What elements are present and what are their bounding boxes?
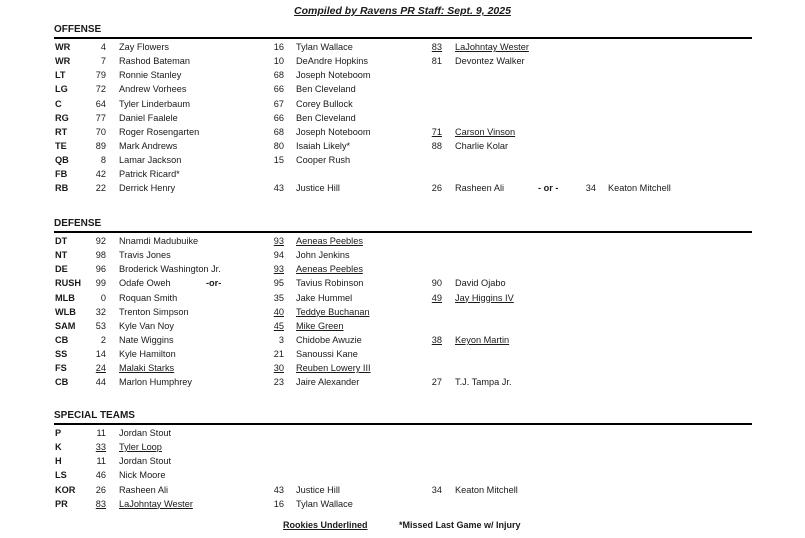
player-name: T.J. Tampa Jr. (455, 377, 512, 388)
position-label: FB (55, 169, 68, 180)
player-name: Kyle Van Noy (119, 320, 174, 331)
depth-chart-row (54, 111, 752, 125)
player-name: Roger Rosengarten (119, 126, 200, 137)
jersey-number: 43 (273, 484, 284, 495)
player-name: Odafe Oweh (119, 278, 171, 289)
depth-chart-row (54, 40, 752, 54)
jersey-number: 4 (100, 42, 106, 52)
position-label: RUSH (55, 278, 82, 289)
player-name: Tyler Linderbaum (119, 98, 190, 109)
depth-chart-row (54, 153, 752, 167)
jersey-number: 24 (95, 363, 106, 374)
position-label: SAM (55, 320, 76, 331)
depth-chart-row (54, 333, 752, 347)
jersey-number: 11 (96, 456, 106, 467)
player-name: Reuben Lowery III (296, 363, 371, 374)
position-label: TE (55, 140, 67, 151)
jersey-number: 34 (431, 484, 442, 495)
depth-chart-row (54, 54, 752, 68)
jersey-number: 15 (273, 155, 284, 166)
player-name: Patrick Ricard* (119, 169, 180, 180)
player-name: Mike Green (296, 320, 344, 331)
player-name: Broderick Washington Jr. (119, 264, 221, 275)
player-name: Nick Moore (119, 470, 166, 481)
player-name: Justice Hill (296, 183, 340, 194)
player-name: Lamar Jackson (119, 155, 182, 166)
jersey-number: 7 (100, 56, 106, 67)
player-name: Keaton Mitchell (608, 183, 671, 194)
jersey-number: 23 (273, 377, 284, 388)
jersey-number: 77 (95, 112, 106, 123)
jersey-number: 53 (95, 320, 106, 331)
position-label: LS (55, 470, 67, 481)
position-label: KOR (55, 484, 76, 495)
player-name: Roquan Smith (119, 292, 178, 303)
jersey-number: 34 (585, 183, 596, 194)
position-label: LG (55, 84, 68, 95)
player-name: Jay Higgins IV (455, 292, 514, 303)
position-label: RG (55, 112, 69, 123)
player-name: Jaire Alexander (296, 377, 360, 388)
player-name: Marlon Humphrey (119, 377, 193, 388)
player-name: Jordan Stout (119, 428, 172, 438)
jersey-number: 80 (273, 140, 284, 151)
jersey-number: 16 (273, 42, 284, 52)
jersey-number: 46 (95, 470, 106, 481)
player-name: Derrick Henry (119, 183, 176, 194)
player-name: Ben Cleveland (296, 84, 356, 95)
position-label: WLB (55, 306, 76, 317)
player-name: Joseph Noteboom (296, 126, 371, 137)
jersey-number: 96 (95, 264, 106, 275)
jersey-number: 11 (96, 428, 106, 438)
section-heading-special-teams: SPECIAL TEAMS (54, 410, 752, 425)
position-label: H (55, 456, 62, 467)
position-label: SS (55, 349, 68, 360)
position-label: NT (55, 250, 68, 261)
position-label: LT (55, 70, 66, 81)
player-name: Rasheen Ali (119, 484, 169, 495)
jersey-number: 70 (95, 126, 106, 137)
depth-chart-row (54, 97, 752, 111)
jersey-number: 27 (431, 377, 442, 388)
depth-chart-row (54, 68, 752, 82)
player-name: Aeneas Peebles (296, 236, 363, 246)
jersey-number: 38 (431, 334, 442, 345)
depth-chart-row (54, 426, 752, 440)
player-name: Kyle Hamilton (119, 349, 176, 360)
depth-chart-row (54, 181, 752, 195)
defense-section (54, 218, 752, 390)
player-name: LaJohntay Wester (455, 42, 529, 52)
position-label: RT (55, 126, 68, 137)
player-name: Mark Andrews (119, 140, 178, 151)
jersey-number: 26 (95, 484, 106, 495)
jersey-number: 33 (95, 442, 106, 453)
jersey-number: 98 (95, 250, 106, 261)
player-name: Tyler Loop (119, 442, 162, 453)
jersey-number: 44 (95, 377, 106, 388)
or-separator: - or - (538, 183, 559, 194)
player-name: Malaki Starks (119, 363, 175, 374)
depth-chart-row (54, 234, 752, 248)
position-label: QB (55, 155, 69, 166)
depth-chart-row (54, 248, 752, 262)
jersey-number: 79 (95, 70, 106, 81)
position-label: P (55, 428, 62, 438)
depth-chart-row (54, 305, 752, 319)
position-label: DT (55, 236, 68, 246)
jersey-number: 99 (95, 278, 106, 289)
jersey-number: 16 (273, 498, 284, 509)
jersey-number: 0 (100, 292, 106, 303)
jersey-number: 42 (95, 169, 106, 180)
jersey-number: 72 (95, 84, 106, 95)
jersey-number: 66 (273, 112, 284, 123)
depth-chart-row (54, 468, 752, 482)
jersey-number: 90 (431, 278, 442, 289)
position-label: MLB (55, 292, 75, 303)
position-label: CB (55, 334, 69, 345)
jersey-number: 14 (95, 349, 106, 360)
jersey-number: 88 (431, 140, 442, 151)
depth-chart-row (54, 347, 752, 361)
player-name: Zay Flowers (119, 42, 170, 52)
position-label: K (55, 442, 62, 453)
player-name: Ben Cleveland (296, 112, 356, 123)
player-name: DeAndre Hopkins (296, 56, 369, 67)
rookies-legend: Rookies Underlined (283, 520, 368, 530)
player-name: Cooper Rush (296, 155, 351, 166)
document-title: Compiled by Ravens PR Staff: Sept. 9, 2025 (294, 5, 511, 17)
jersey-number: 93 (273, 264, 284, 275)
jersey-number: 35 (273, 292, 284, 303)
jersey-number: 92 (95, 236, 106, 246)
jersey-number: 89 (95, 140, 106, 151)
jersey-number: 64 (95, 98, 106, 109)
jersey-number: 30 (273, 363, 284, 374)
player-name: Teddye Buchanan (296, 306, 370, 317)
player-name: Joseph Noteboom (296, 70, 371, 81)
player-name: Corey Bullock (296, 98, 353, 109)
special-teams-section (54, 410, 752, 511)
jersey-number: 49 (431, 292, 442, 303)
player-name: Jake Hummel (296, 292, 353, 303)
player-name: Rashod Bateman (119, 56, 190, 67)
jersey-number: 10 (273, 56, 284, 67)
depth-chart-row (54, 454, 752, 468)
player-name: Chidobe Awuzie (296, 334, 362, 345)
jersey-number: 21 (273, 349, 284, 360)
player-name: David Ojabo (455, 278, 506, 289)
player-name: John Jenkins (296, 250, 350, 261)
jersey-number: 43 (273, 183, 284, 194)
depth-chart-row (54, 167, 752, 181)
position-label: C (55, 98, 62, 109)
depth-chart-row (54, 319, 752, 333)
jersey-number: 68 (273, 70, 284, 81)
jersey-number: 22 (95, 183, 106, 194)
player-name: Tylan Wallace (296, 498, 353, 509)
position-label: PR (55, 498, 68, 509)
position-label: WR (55, 42, 71, 52)
depth-chart-row (54, 361, 752, 375)
player-name: Tavius Robinson (296, 278, 364, 289)
jersey-number: 32 (95, 306, 106, 317)
jersey-number: 71 (431, 126, 442, 137)
player-name: Sanoussi Kane (296, 349, 358, 360)
jersey-number: 8 (100, 155, 106, 166)
jersey-number: 68 (273, 126, 284, 137)
depth-chart-row (54, 291, 752, 305)
section-heading-offense: OFFENSE (54, 24, 752, 39)
position-label: DE (55, 264, 68, 275)
player-name: Nate Wiggins (119, 334, 174, 345)
player-name: Travis Jones (119, 250, 171, 261)
player-name: Devontez Walker (455, 56, 525, 67)
player-name: Isaiah Likely* (296, 140, 351, 151)
player-name: Justice Hill (296, 484, 340, 495)
depth-chart-row (54, 483, 752, 497)
player-name: Andrew Vorhees (119, 84, 187, 95)
jersey-number: 66 (273, 84, 284, 95)
player-name: Rasheen Ali (455, 183, 505, 194)
jersey-number: 45 (273, 320, 284, 331)
depth-chart-row (54, 276, 752, 290)
player-name: Keyon Martin (455, 334, 510, 345)
jersey-number: 26 (431, 183, 442, 194)
jersey-number: 95 (273, 278, 284, 289)
jersey-number: 2 (100, 334, 106, 345)
position-label: WR (55, 56, 71, 67)
position-label: RB (55, 183, 69, 194)
player-name: Nnamdi Madubuike (119, 236, 199, 246)
player-name: Tylan Wallace (296, 42, 353, 52)
player-name: Ronnie Stanley (119, 70, 182, 81)
position-label: FS (55, 363, 67, 374)
player-name: Daniel Faalele (119, 112, 178, 123)
depth-chart-row (54, 497, 752, 511)
injury-legend: *Missed Last Game w/ Injury (399, 520, 521, 530)
depth-chart-row (54, 139, 752, 153)
depth-chart-row (54, 262, 752, 276)
player-name: Trenton Simpson (119, 306, 189, 317)
position-label: CB (55, 377, 69, 388)
jersey-number: 81 (431, 56, 442, 67)
jersey-number: 67 (273, 98, 284, 109)
jersey-number: 83 (431, 42, 442, 52)
jersey-number: 3 (278, 334, 284, 345)
player-name: LaJohntay Wester (119, 498, 193, 509)
player-name: Carson Vinson (455, 126, 516, 137)
depth-chart-row (54, 375, 752, 389)
player-name: Jordan Stout (119, 456, 172, 467)
offense-section (54, 24, 752, 196)
or-separator: -or- (206, 278, 222, 289)
player-name: Aeneas Peebles (296, 264, 363, 275)
depth-chart-row (54, 440, 752, 454)
jersey-number: 83 (95, 498, 106, 509)
depth-chart-row (54, 82, 752, 96)
section-heading-defense: DEFENSE (54, 218, 752, 233)
player-name: Charlie Kolar (455, 140, 509, 151)
jersey-number: 93 (273, 236, 284, 246)
jersey-number: 94 (273, 250, 284, 261)
player-name: Keaton Mitchell (455, 484, 518, 495)
depth-chart-row (54, 125, 752, 139)
jersey-number: 40 (273, 306, 284, 317)
